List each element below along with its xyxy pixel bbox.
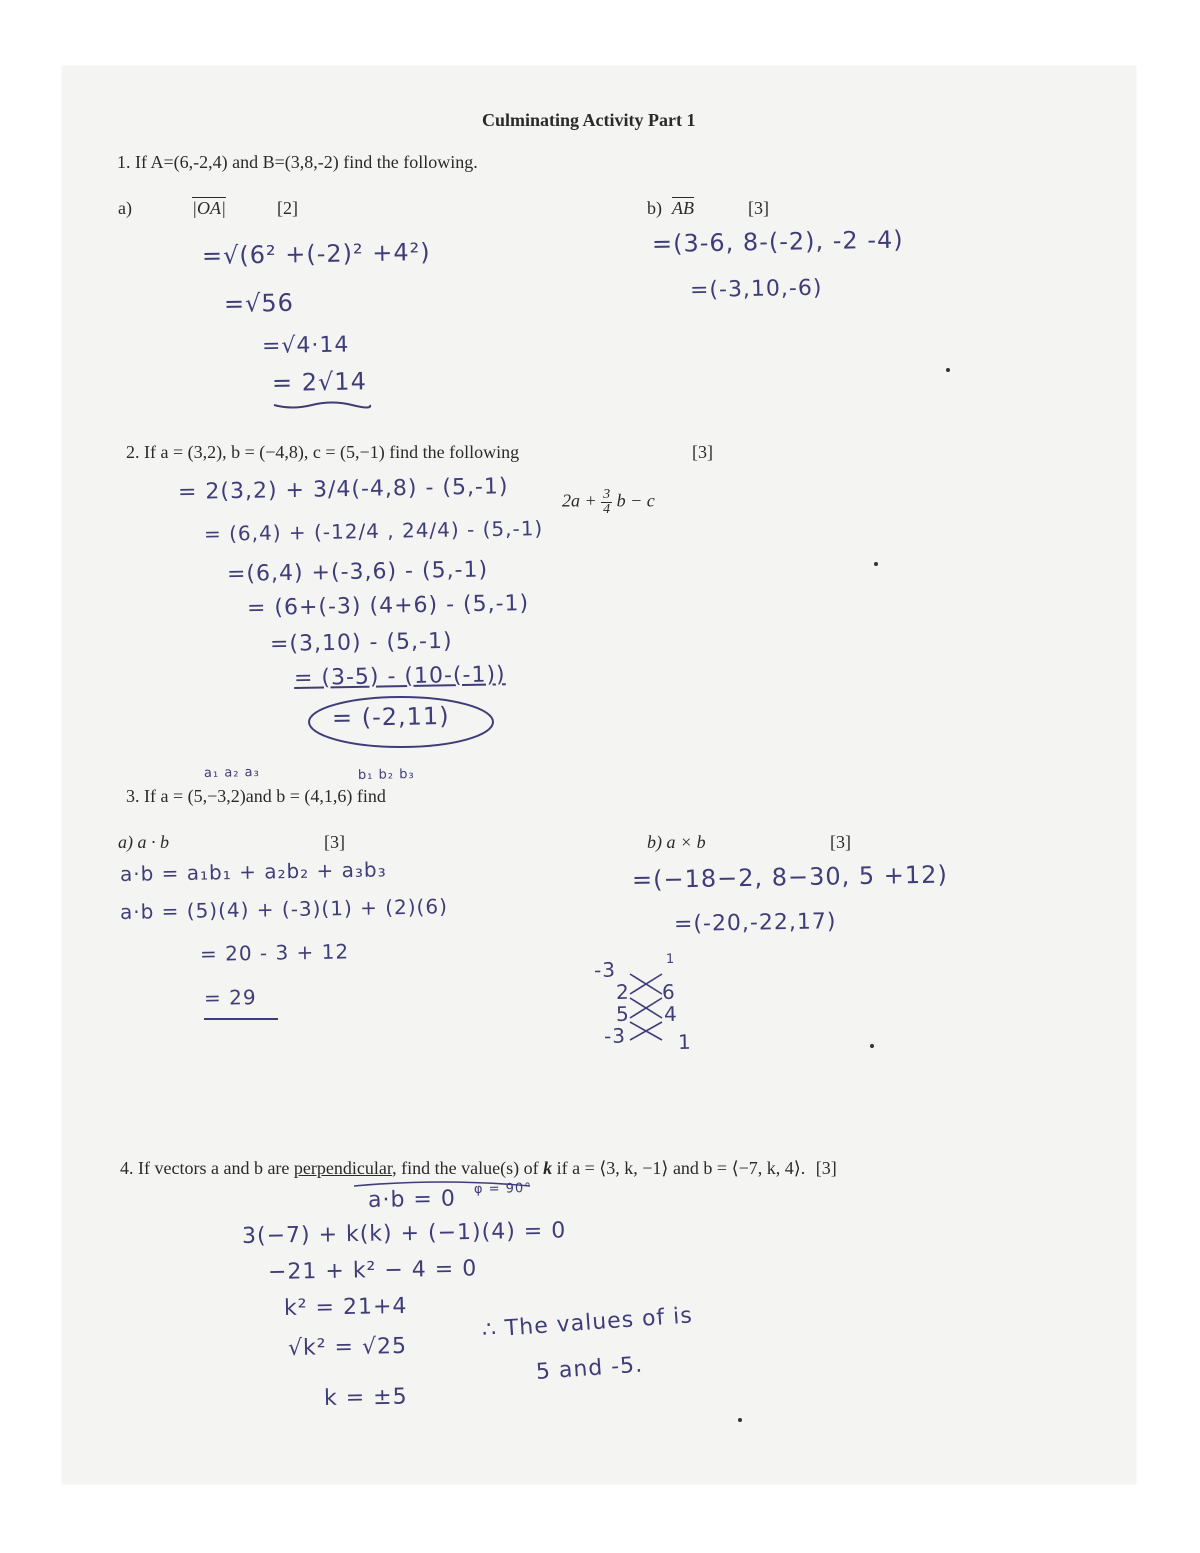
page-title: Culminating Activity Part 1 <box>482 110 696 130</box>
q2-work-line: = (3-5) - (10-(-1)) <box>293 662 506 691</box>
q4-prompt <box>120 1158 837 1179</box>
q1a-final-answer: = 2√14 <box>271 367 368 397</box>
q3-annotation-b: b₁ b₂ b₃ <box>357 767 415 783</box>
q4-work-line: a·b = 0 <box>367 1186 457 1213</box>
q3-prompt: 3. If a = (5,−3,2)and b = (4,1,6) find <box>126 786 386 806</box>
q4-prompt-end: if a = ⟨3, k, −1⟩ and b = ⟨−7, k, 4⟩. <box>552 1158 806 1178</box>
q2-work-line: = (6,4) + (-12/4 , 24/4) - (5,-1) <box>203 516 544 546</box>
q4-work-line: 3(−7) + k(k) + (−1)(4) = 0 <box>241 1218 567 1249</box>
q4-work-line: −21 + k² − 4 = 0 <box>267 1256 478 1285</box>
q2-expression-prefix: 2a + <box>562 490 597 511</box>
q2-work-line: = 2(3,2) + 3/4(-4,8) - (5,-1) <box>177 474 509 505</box>
q3b-cross-product-scratch <box>593 951 704 1058</box>
q3a-final-answer: = 29 <box>203 985 257 1010</box>
q1a-work-line: =√(6² +(-2)² +4²) <box>201 238 431 270</box>
q3b-label: b) a × b <box>647 832 706 852</box>
scratch-right: 1 <box>665 951 676 967</box>
scan-speck <box>874 562 878 566</box>
scratch-right: 6 <box>661 979 676 1004</box>
q4-prompt-k: k <box>543 1158 553 1178</box>
q1-prompt: 1. If A=(6,-2,4) and B=(3,8,-2) find the following. <box>117 152 478 172</box>
q4-prompt-underlined: perpendicular <box>293 1158 393 1178</box>
q4-angle-note: φ = 90° <box>473 1180 532 1197</box>
q2-expression-fraction <box>601 488 612 517</box>
q1b-expression: $\overline{AB}$ <box>672 198 694 218</box>
q2-work-line: =(6,4) +(-3,6) - (5,-1) <box>226 557 489 587</box>
q4-prompt-start: 4. If vectors a and b are <box>120 1158 294 1178</box>
q1a-label: a) <box>118 198 132 218</box>
q2-marks: [3] <box>692 442 713 462</box>
q1b-work-line: =(3-6, 8-(-2), -2 -4) <box>651 225 904 258</box>
q2-expression-suffix: b − c <box>616 490 655 511</box>
q1b-final-answer: =(-3,10,-6) <box>689 275 823 303</box>
q3a-work-line: = 20 - 3 + 12 <box>199 939 350 966</box>
q1a-expression: |OA| <box>192 198 226 218</box>
q3b-work-line: =(−18−2, 8−30, 5 +12) <box>631 860 949 894</box>
q2-final-answer: = (-2,11) <box>331 701 450 732</box>
scan-speck <box>946 368 950 372</box>
q2-prompt: 2. If a = (3,2), b = (−4,8), c = (5,−1) find the following <box>126 442 520 462</box>
q4-marks: [3] <box>815 1158 837 1178</box>
q2-fraction-denominator: 4 <box>603 502 611 517</box>
q1a-marks: [2] <box>277 198 298 218</box>
q4-conclusion-line: ∴ The values of is <box>481 1303 694 1343</box>
scratch-left: -3 <box>603 1023 627 1048</box>
scratch-left: 2 <box>615 979 630 1004</box>
q4-final-answer: k = ±5 <box>323 1384 408 1411</box>
worksheet-page <box>62 66 1136 1484</box>
q3b-marks: [3] <box>830 832 851 852</box>
scratch-left: 5 <box>615 1001 630 1026</box>
q1b-marks: [3] <box>748 198 769 218</box>
q4-conclusion-line: 5 and -5. <box>535 1352 644 1385</box>
q3b-final-answer: =(-20,-22,17) <box>673 909 837 937</box>
q2-fraction-numerator: 3 <box>603 487 611 502</box>
q3a-work-line: a·b = (5)(4) + (-3)(1) + (2)(6) <box>119 894 449 924</box>
q4-work-line: k² = 21+4 <box>283 1293 408 1321</box>
q3a-work-line: a·b = a₁b₁ + a₂b₂ + a₃b₃ <box>119 857 387 886</box>
q2-work-line: = (6+(-3) (4+6) - (5,-1) <box>246 591 530 621</box>
q3a-marks: [3] <box>324 832 345 852</box>
q1a-work-line: =√4·14 <box>261 332 350 359</box>
scratch-right: 4 <box>663 1001 678 1026</box>
q2-expression <box>562 488 655 517</box>
q1a-answer-underline <box>272 401 372 411</box>
scratch-right: 1 <box>677 1029 692 1054</box>
q3-annotation-a: a₁ a₂ a₃ <box>203 765 260 781</box>
q1a-work-line: =√56 <box>223 288 295 318</box>
q3a-label: a) a · b <box>118 832 169 852</box>
scan-speck <box>738 1418 742 1422</box>
q3a-answer-underline <box>202 1016 282 1022</box>
q4-work-line: √k² = √25 <box>287 1333 408 1361</box>
q2-work-line: =(3,10) - (5,-1) <box>269 628 453 657</box>
scratch-cross-arrows <box>628 964 668 1044</box>
q4-prompt-mid: , find the value(s) of <box>392 1158 544 1178</box>
q1b-label: b) <box>647 198 662 218</box>
scan-speck <box>870 1044 874 1048</box>
scratch-left: -3 <box>593 957 617 982</box>
